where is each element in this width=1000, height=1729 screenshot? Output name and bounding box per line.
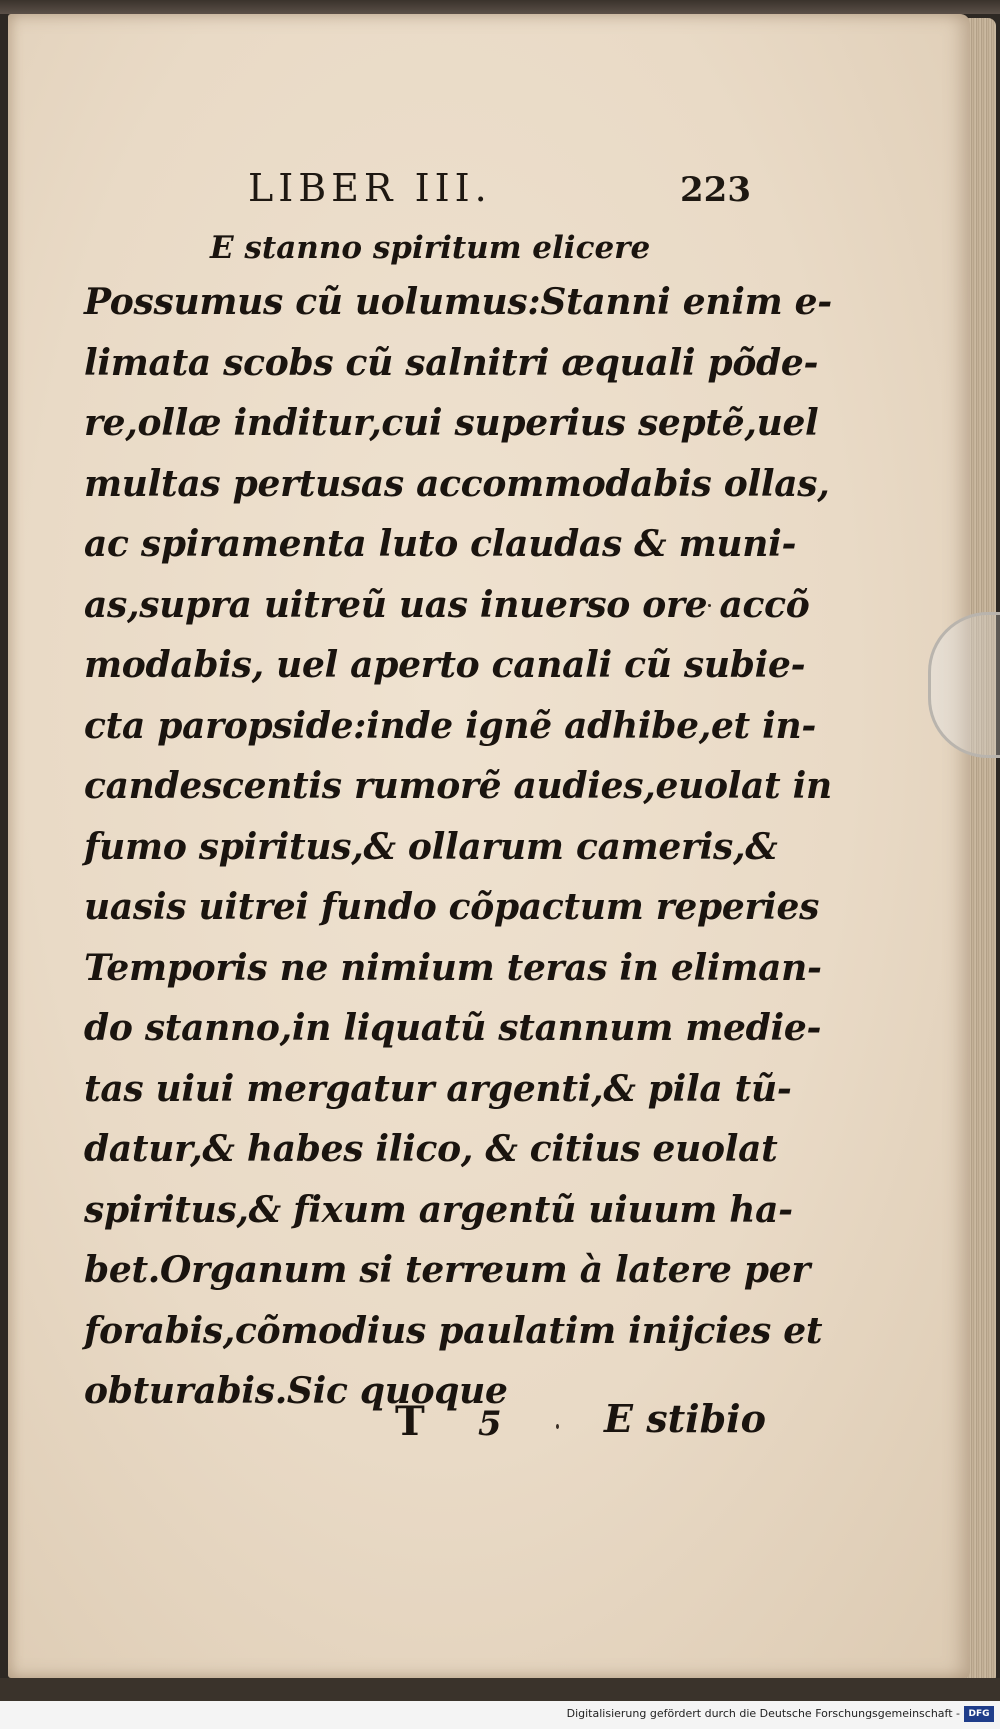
catchword: E stibio bbox=[604, 1396, 766, 1441]
text-line: forabis,cõmodius paulatim inijcies et bbox=[84, 1309, 823, 1352]
dfg-logo: DFG bbox=[964, 1706, 994, 1722]
text-line: as,supra uitreũ uas inuerso ore accõ bbox=[84, 583, 810, 626]
text-line: do stanno,in liquatũ stannum medie- bbox=[84, 1007, 822, 1049]
text-line: datur,& habes ilico, & citius euolat bbox=[84, 1128, 778, 1170]
text-line: obturabis.Sic quoque bbox=[84, 1370, 508, 1412]
text-line: spiritus,& fixum argentũ uiuum ha- bbox=[84, 1188, 793, 1231]
page-number: 223 bbox=[680, 170, 751, 210]
book-bottom-edge bbox=[0, 1678, 1000, 1701]
text-line: limata scobs cũ salnitri æquali põde- bbox=[84, 341, 819, 384]
digitization-credit: Digitalisierung gefördert durch die Deutsche Forschungsgemeinschaft - bbox=[566, 1707, 960, 1720]
running-head: LIBER III. bbox=[248, 166, 492, 210]
text-line: bet.Organum si terreum à latere per bbox=[84, 1249, 811, 1291]
text-line: uasis uitrei fundo cõpactum reperies bbox=[84, 886, 820, 928]
text-line: multas pertusas accommodabis ollas, bbox=[84, 462, 830, 505]
text-line: Possumus cũ uolumus:Stanni enim e- bbox=[84, 281, 832, 323]
text-line: candescentis rumorẽ audies,euolat in bbox=[84, 765, 832, 807]
text-line: cta paropside:inde ignẽ adhibe,et in- bbox=[84, 704, 816, 747]
body-text bbox=[84, 272, 832, 1422]
text-line: Temporis ne nimium teras in eliman- bbox=[84, 946, 822, 989]
text-line: fumo spiritus,& ollarum cameris,& bbox=[84, 825, 778, 868]
text-line: tas uiui mergatur argenti,& pila tũ- bbox=[84, 1067, 792, 1110]
book-top-edge bbox=[0, 0, 1000, 14]
text-line: ac spiramenta luto claudas & muni- bbox=[84, 523, 797, 565]
text-line: re,ollæ inditur,cui superius septẽ,uel bbox=[84, 402, 819, 444]
text-line: modabis, uel aperto canali cũ subie- bbox=[84, 644, 806, 686]
signature-number: 5 bbox=[478, 1404, 502, 1444]
signature-mark: T bbox=[395, 1398, 425, 1445]
section-title: E stanno spiritum elicere bbox=[210, 230, 651, 266]
